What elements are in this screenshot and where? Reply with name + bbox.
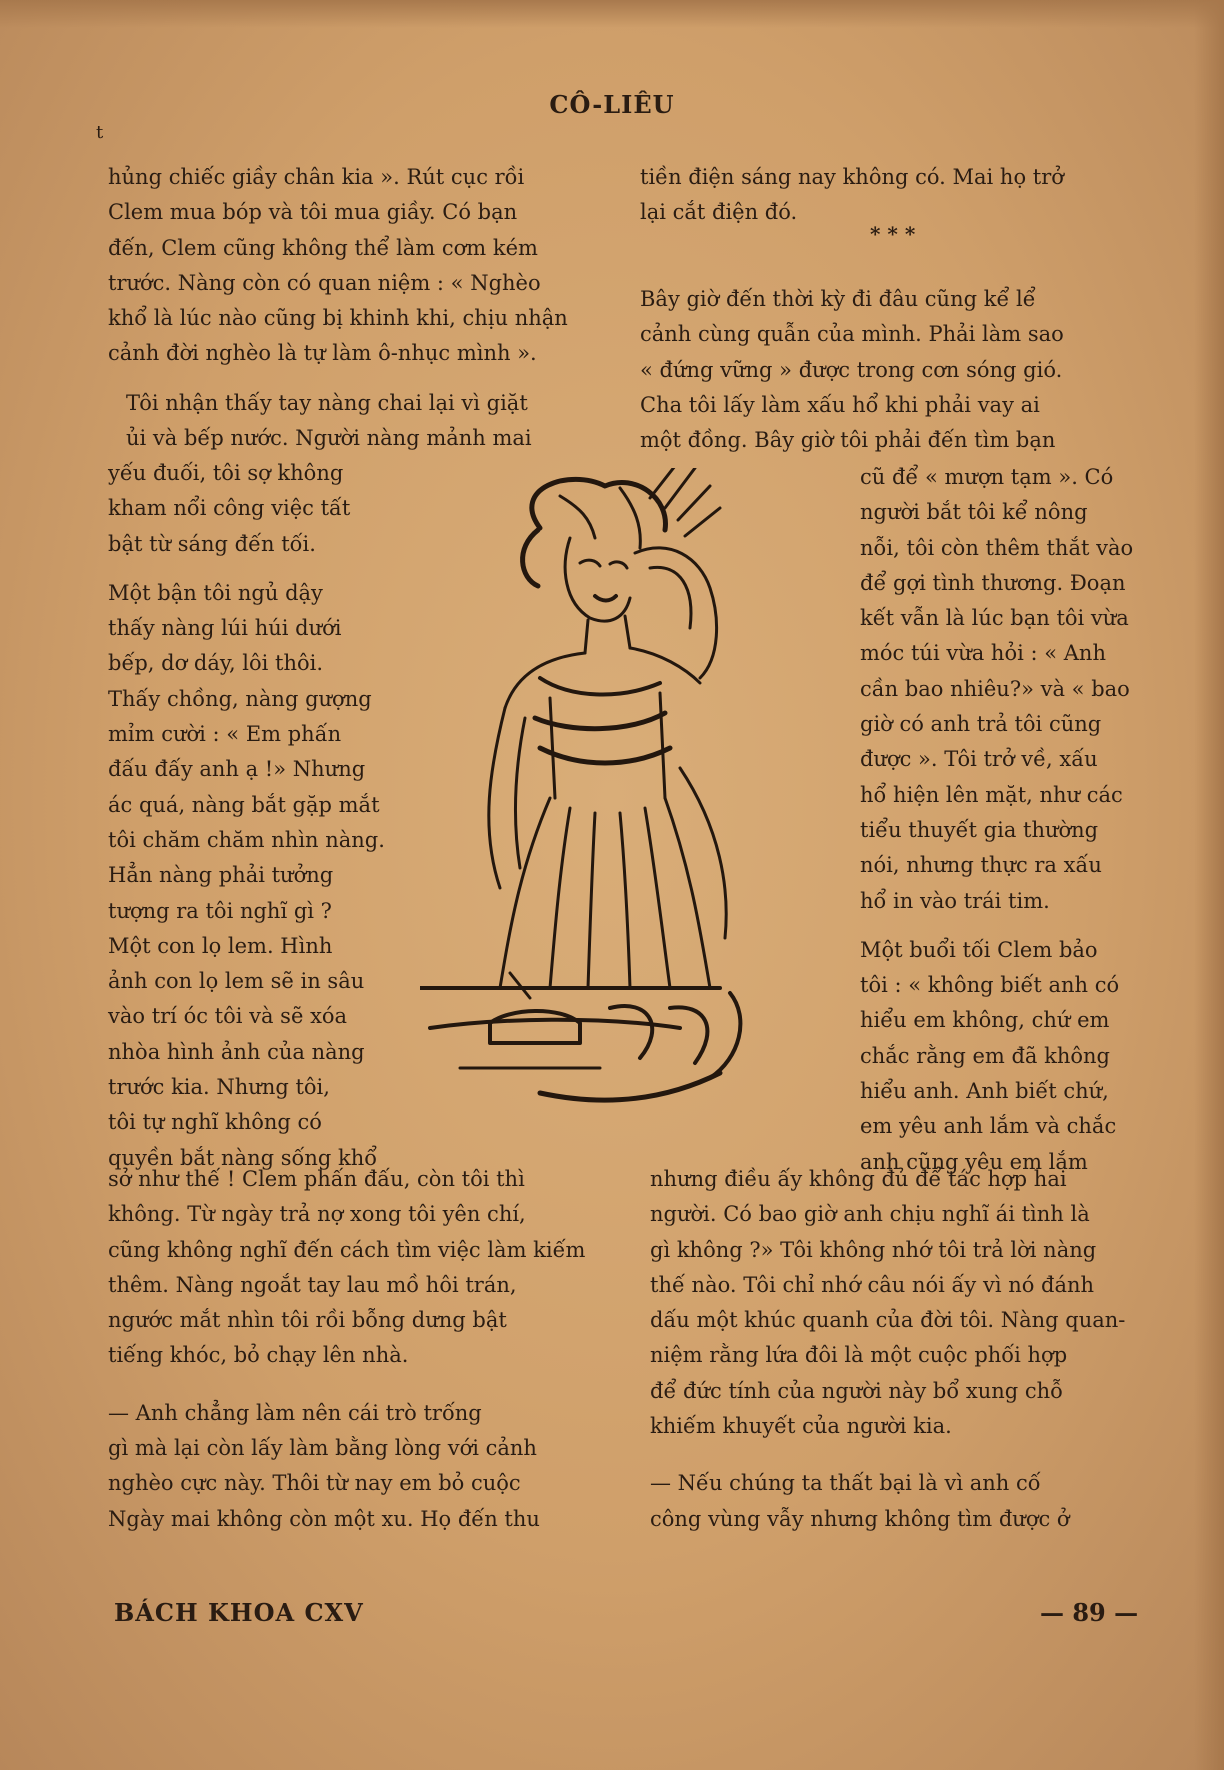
- left-paragraph-2-wide: [108, 386, 608, 457]
- text-line: để gợi tình thương. Đoạn: [860, 570, 1126, 595]
- text-line: tiểu thuyết gia thường: [860, 817, 1099, 842]
- page-number: — 89 —: [1040, 1598, 1139, 1627]
- text-line: dấu một khúc quanh của đời tôi. Nàng quan-: [650, 1308, 1126, 1333]
- right-column-bottom: [650, 1162, 1160, 1537]
- text-line: bật từ sáng đến tối.: [108, 531, 316, 556]
- text-line: yếu đuối, tôi sợ không: [108, 461, 344, 485]
- section-separator: * * *: [870, 222, 916, 246]
- text-line: nỗi, tôi còn thêm thắt vào: [860, 535, 1134, 560]
- text-line: cũng không nghĩ đến cách tìm việc làm kiếm: [108, 1237, 586, 1262]
- text-line: thế nào. Tôi chỉ nhớ câu nói ấy vì nó đánh: [650, 1272, 1095, 1297]
- text-line: cần bao nhiêu?» và « bao: [860, 676, 1130, 701]
- text-line: Tôi nhận thấy tay nàng chai lại vì giặt: [126, 390, 528, 415]
- text-line: bếp, dơ dáy, lôi thôi.: [108, 651, 324, 676]
- text-line: khổ là lúc nào cũng bị khinh khi, chịu nhận: [108, 306, 568, 331]
- left-paragraph-dialogue: [108, 1396, 618, 1537]
- text-line: lại cắt điện đó.: [640, 200, 798, 225]
- text-line: người bắt tôi kể nông: [860, 500, 1088, 525]
- text-line: gì mà lại còn lấy làm bằng lòng với cảnh: [108, 1436, 537, 1461]
- text-line: giờ có anh trả tôi cũng: [860, 712, 1102, 737]
- text-line: sở như thế ! Clem phấn đấu, còn tôi thì: [108, 1167, 525, 1191]
- right-column-section: [640, 282, 1160, 458]
- text-line: Hẳn nàng phải tưởng: [108, 863, 334, 888]
- journal-footer: BÁCH KHOA CXV: [114, 1598, 364, 1627]
- margin-mark: t: [96, 122, 104, 143]
- text-line: để đức tính của người này bổ xung chỗ: [650, 1378, 1064, 1403]
- right-narrow-lines: [860, 460, 1160, 1180]
- text-line: khiếm khuyết của người kia.: [650, 1414, 952, 1439]
- text-line: [860, 919, 1160, 933]
- text-line: nhưng điều ấy không đủ để tác hợp hai: [650, 1167, 1067, 1191]
- text-line: cảnh đời nghèo là tự làm ô-nhục mình ».: [108, 341, 537, 366]
- text-line: Cha tôi lấy làm xấu hổ khi phải vay ai: [640, 392, 1040, 417]
- text-line: — Anh chẳng làm nên cái trò trống: [108, 1400, 482, 1425]
- text-line: kham nổi công việc tất: [108, 496, 351, 521]
- text-line: người. Có bao giờ anh chịu nghĩ ái tình là: [650, 1202, 1090, 1227]
- text-line: tôi tự nghĩ không có: [108, 1110, 322, 1135]
- text-line: Một con lọ lem. Hình: [108, 933, 333, 958]
- text-line: hiểu anh. Anh biết chứ,: [860, 1079, 1109, 1104]
- text-line: hiểu em không, chứ em: [860, 1008, 1110, 1033]
- left-column-top: [108, 160, 608, 456]
- text-line: chắc rằng em đã không: [860, 1043, 1110, 1068]
- text-line: đến, Clem cũng không thể làm cơm kém: [108, 235, 538, 260]
- text-line: ngước mắt nhìn tôi rồi bỗng dưng bật: [108, 1308, 507, 1333]
- text-line: công vùng vẫy nhưng không tìm được ở: [650, 1506, 1070, 1531]
- text-line: cũ để « mượn tạm ». Có: [860, 465, 1114, 489]
- left-narrow-lines: [108, 456, 398, 1176]
- text-line: anh cũng yêu em lắm: [860, 1149, 1088, 1174]
- running-head: CÔ-LIÊU: [549, 90, 675, 119]
- text-line: nhòa hình ảnh của nàng: [108, 1039, 365, 1064]
- text-line: trước kia. Nhưng tôi,: [108, 1075, 330, 1100]
- text-line: niệm rằng lứa đôi là một cuộc phối hợp: [650, 1343, 1068, 1368]
- left-column-narrow: [108, 456, 398, 1176]
- text-line: trước. Nàng còn có quan niệm : « Nghèo: [108, 270, 541, 295]
- text-line: Bây giờ đến thời kỳ đi đâu cũng kể lể: [640, 287, 1036, 311]
- text-line: Thấy chồng, nàng gượng: [108, 686, 372, 711]
- text-line: ảnh con lọ lem sẽ in sâu: [108, 969, 365, 994]
- text-line: móc túi vừa hỏi : « Anh: [860, 641, 1106, 666]
- left-column-bottom: [108, 1162, 618, 1537]
- text-line: quyền bắt nàng sống khổ: [108, 1145, 378, 1170]
- text-line: — Nếu chúng ta thất bại là vì anh cố: [650, 1471, 1041, 1496]
- right-paragraph-2: [640, 282, 1160, 458]
- text-line: Một bận tôi ngủ dậy: [108, 580, 323, 605]
- text-line: tiền điện sáng nay không có. Mai họ trở: [640, 165, 1064, 189]
- text-line: Một buổi tối Clem bảo: [860, 937, 1098, 962]
- text-line: mỉm cười : « Em phấn: [108, 722, 342, 747]
- right-paragraph-dialogue: [650, 1466, 1160, 1537]
- text-line: ủi và bếp nước. Người nàng mảnh mai: [126, 426, 532, 451]
- text-line: cảnh cùng quẫn của mình. Phải làm sao: [640, 322, 1064, 347]
- text-line: vào trí óc tôi và sẽ xóa: [108, 1004, 348, 1029]
- text-line: hổ in vào trái tim.: [860, 888, 1050, 913]
- right-column-top: [640, 160, 1160, 231]
- text-line: kết vẫn là lúc bạn tôi vừa: [860, 606, 1129, 631]
- text-line: em yêu anh lắm và chắc: [860, 1114, 1117, 1139]
- illustration-woman-sketch: [420, 468, 840, 1148]
- text-line: thấy nàng lúi húi dưới: [108, 616, 342, 641]
- text-line: Clem mua bóp và tôi mua giầy. Có bạn: [108, 200, 518, 225]
- right-column-narrow: [860, 460, 1160, 1180]
- right-paragraph-1: [640, 160, 1160, 231]
- text-line: tôi chăm chăm nhìn nàng.: [108, 827, 385, 852]
- text-line: ác quá, nàng bắt gặp mắt: [108, 792, 380, 817]
- text-line: tôi : « không biết anh có: [860, 973, 1120, 998]
- text-line: hổ hiện lên mặt, như các: [860, 782, 1123, 807]
- text-line: nghèo cực này. Thôi từ nay em bỏ cuộc: [108, 1471, 521, 1496]
- text-line: tượng ra tôi nghĩ gì ?: [108, 898, 332, 923]
- left-paragraph-3: [108, 1162, 618, 1374]
- text-line: gì không ?» Tôi không nhớ tôi trả lời nàng: [650, 1237, 1097, 1262]
- text-line: một đồng. Bây giờ tôi phải đến tìm bạn: [640, 428, 1056, 453]
- text-line: đấu đấy anh ạ !» Nhưng: [108, 757, 366, 782]
- text-line: không. Từ ngày trả nợ xong tôi yên chí,: [108, 1202, 526, 1227]
- text-line: được ». Tôi trở về, xấu: [860, 747, 1098, 772]
- text-line: « đứng vững » được trong cơn sóng gió.: [640, 357, 1063, 382]
- right-paragraph-3: [650, 1162, 1160, 1444]
- text-line: Ngày mai không còn một xu. Họ đến thu: [108, 1506, 540, 1531]
- text-line: tiếng khóc, bỏ chạy lên nhà.: [108, 1343, 409, 1368]
- text-line: thêm. Nàng ngoắt tay lau mồ hôi trán,: [108, 1272, 517, 1297]
- text-line: nói, nhưng thực ra xấu: [860, 853, 1102, 878]
- text-line: [108, 562, 398, 576]
- text-line: hủng chiếc giầy chân kia ». Rút cục rồi: [108, 165, 525, 189]
- left-paragraph-1: [108, 160, 608, 372]
